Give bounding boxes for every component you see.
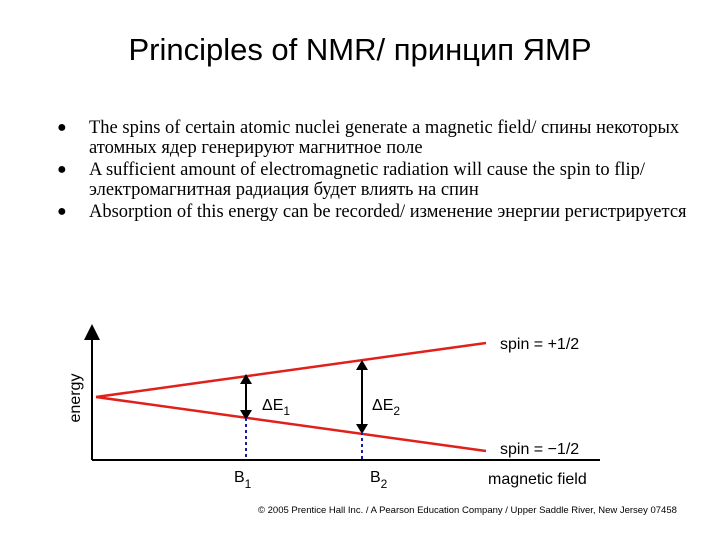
lower-energy-line	[96, 397, 486, 451]
delta-e2-label: $\Delta E_2$	[372, 397, 401, 418]
bullet-text-en: The spins of certain atomic nuclei generate a magnetic field/	[89, 118, 537, 138]
y-axis-label: energy	[67, 373, 84, 423]
b2-label: $B_2$	[370, 469, 388, 491]
b1-label: $B_1$	[234, 469, 252, 491]
delta-e1-label: $\Delta E_1$	[262, 397, 291, 418]
bullet-text-ru: изменение энергии регистрируется	[409, 202, 687, 222]
bullet-text-en: A sufficient amount of electromagnetic radiation will cause the spin to flip/	[89, 160, 646, 180]
bullet-text-ru: спины некоторых атомных ядер генерируют магнитное поле	[89, 118, 680, 158]
bullet-icon: ●	[57, 119, 67, 136]
upper-energy-line	[96, 343, 486, 397]
bullet-text-ru: электромагнитная радиация будет влиять на спин	[89, 180, 479, 200]
bullet-text-en: Absorption of this energy can be recorded/	[89, 202, 406, 222]
upper-state-label: spin = +1/2	[500, 336, 580, 353]
bullet-icon: ●	[57, 203, 67, 220]
lower-state-label: spin = −1/2	[500, 441, 580, 458]
x-axis-label: magnetic field	[488, 471, 587, 488]
copyright-footer: © 2005 Prentice Hall Inc. / A Pearson Education Company / Upper Saddle River, New Jersey 07458	[258, 505, 677, 516]
slide-title: Principles of NMR/ принцип ЯМР	[128, 32, 592, 67]
bullet-icon: ●	[57, 161, 67, 178]
